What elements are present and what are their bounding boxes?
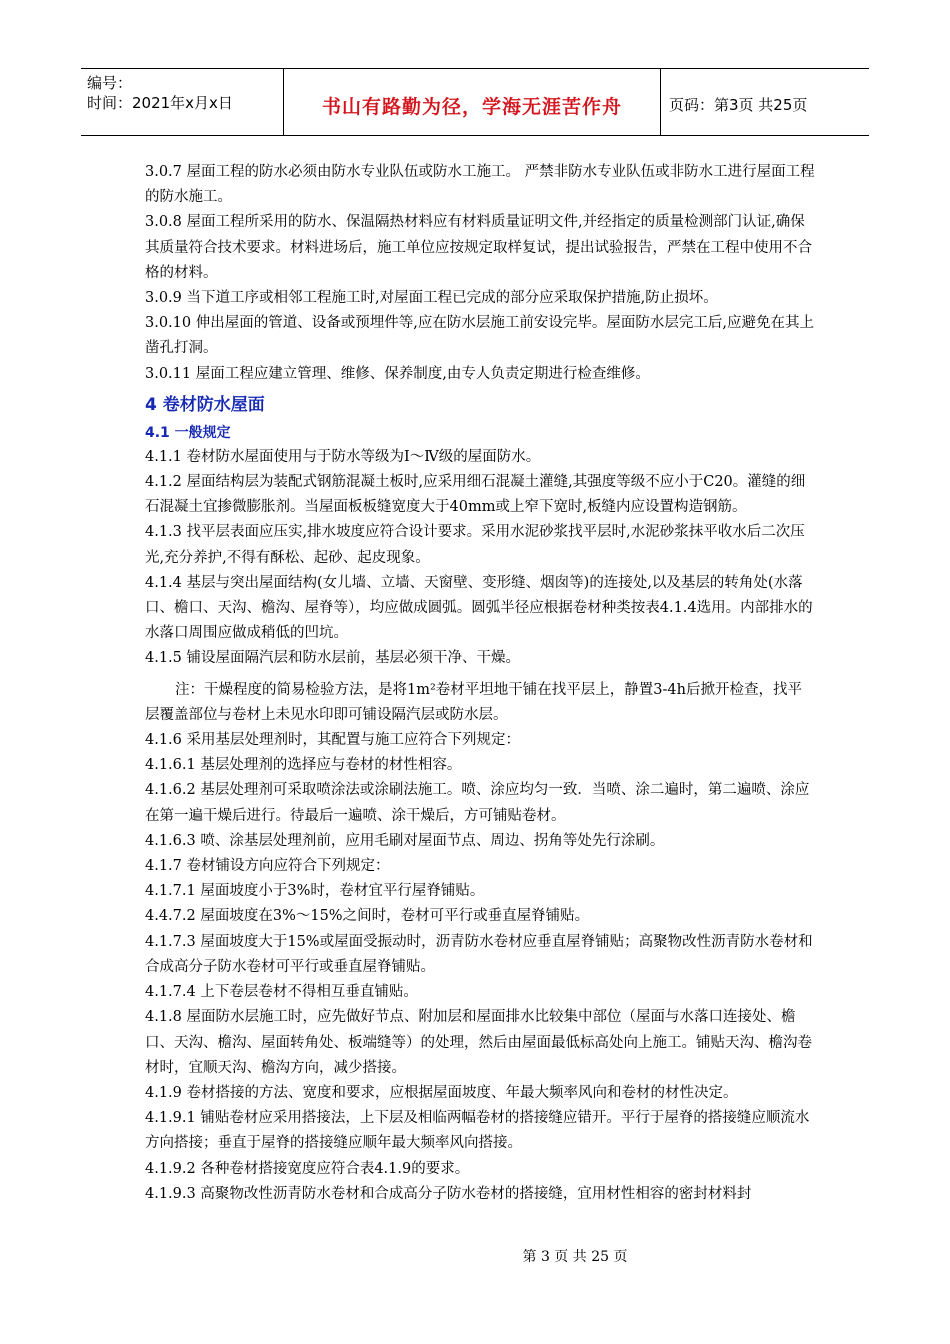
page-footer [0, 1246, 950, 1266]
footer-page-number: 第 3 页 共 25 页 [522, 1249, 628, 1265]
paragraph: 4.1.7.1 屋面坡度小于3%时，卷材宜平行屋脊铺贴。 [145, 883, 485, 900]
paragraph: 4.1.6 采用基层处理剂时，其配置与施工应符合下列规定： [145, 732, 521, 749]
paragraph: 4.4.7.2 屋面坡度在3%～15%之间时，卷材可平行或垂直屋脊铺贴。 [145, 908, 590, 925]
paragraph: 4.1.9 卷材搭接的方法、宽度和要求，应根据屋面坡度、年最大频率风向和卷材的材性决定。 [145, 1084, 738, 1101]
paragraph: 4.1.6.1 基层处理剂的选择应与卷材的材性相容。 [145, 757, 462, 774]
document-body [145, 160, 815, 1207]
note-paragraph: 注：干燥程度的简易检验方法，是将1m²卷材平坦地干铺在找平层上，静置3-4h后掀开检查，找平层覆盖部位与卷材上未见水印即可铺设隔汽层或防水层。 [145, 681, 802, 723]
header-meta [81, 69, 284, 135]
paragraph: 4.1.9.2 各种卷材搭接宽度应符合表4.1.9的要求。 [145, 1160, 470, 1177]
paragraph: 4.1.7 卷材铺设方向应符合下列规定： [145, 858, 390, 875]
paragraph: 4.1.7.4 上下卷层卷材不得相互垂直铺贴。 [145, 984, 418, 1001]
document-time: 时间：2021年x月x日 [87, 94, 233, 112]
paragraph: 4.1.9.1 铺贴卷材应采用搭接法，上下层及相临两幅卷材的搭接缝应错开。平行于屋脊的搭接缝应顺流水方向搭接；垂直于屋脊的搭接缝应顺年最大频率风向搭接。 [145, 1110, 810, 1152]
paragraph: 4.1.6.3 喷、涂基层处理剂前，应用毛刷对屋面节点、周边、拐角等处先行涂刷。 [145, 832, 665, 849]
paragraph: 3.0.11 屋面工程应建立管理、维修、保养制度,由专人负责定期进行检查维修。 [145, 365, 650, 382]
paragraph: 4.1.4 基层与突出屋面结构(女儿墙、立墙、天窗壁、变形缝、烟囱等)的连接处,以及基层的转角处(水落口、檐口、天沟、檐沟、屋脊等），均应做成圆弧。圆弧半径应根据卷材种类按表4.1.4选用。内部排水的水落口周围应做成稍低的凹坑。 [145, 574, 813, 642]
subsection-heading: 4.1 一般规定 [145, 424, 231, 441]
header-motto: 书山有路勤为径，学海无涯苦作舟 [284, 69, 661, 135]
paragraph: 3.0.10 伸出屋面的管道、设备或预埋件等,应在防水层施工前安设完毕。屋面防水层完工后,应避免在其上凿孔打洞。 [145, 315, 814, 357]
paragraph: 4.1.6.2 基层处理剂可采取喷涂法或涂刷法施工。喷、涂应均匀一致．当喷、涂二遍时，第二遍喷、涂应在第一遍干燥后进行。待最后一遍喷、涂干燥后，方可铺贴卷材。 [145, 782, 810, 824]
paragraph: 4.1.5 铺设屋面隔汽层和防水层前，基层必须干净、干燥。 [145, 650, 521, 667]
paragraph: 3.0.9 当下道工序或相邻工程施工时,对屋面工程已完成的部分应采取保护措施,防止损坏。 [145, 290, 718, 307]
paragraph: 4.1.7.3 屋面坡度大于15%或屋面受振动时，沥青防水卷材应垂直屋脊铺贴；高聚物改性沥青防水卷材和合成高分子防水卷材可平行或垂直屋脊铺贴。 [145, 933, 813, 975]
paragraph: 4.1.9.3 高聚物改性沥青防水卷材和合成高分子防水卷材的搭接缝，宜用材性相容的密封材料封 [145, 1185, 752, 1202]
paragraph: 4.1.1 卷材防水屋面使用与于防水等级为Ⅰ～Ⅳ级的屋面防水。 [145, 448, 541, 465]
header-page-info: 页码：第3页 共25页 [669, 95, 808, 114]
paragraph: 4.1.2 屋面结构层为装配式钢筋混凝土板时,应采用细石混凝土灌缝,其强度等级不应小于C20。灌缝的细石混凝土宜掺微膨胀剂。当屋面板板缝宽度大于40mm或上窄下宽时,板缝内应设置构造钢筋。 [145, 474, 806, 516]
section-heading: 4 卷材防水屋面 [145, 394, 265, 415]
document-number: 编号： [87, 74, 133, 92]
paragraph: 4.1.3 找平层表面应压实,排水坡度应符合设计要求。采用水泥砂浆找平层时,水泥砂浆抹平收水后二次压光,充分养护,不得有酥松、起砂、起皮现象。 [145, 524, 805, 566]
paragraph: 3.0.8 屋面工程所采用的防水、保温隔热材料应有材料质量证明文件,并经指定的质量检测部门认证,确保其质量符合技术要求。材料进场后，施工单位应按规定取样复试，提出试验报告，严禁在工程中使用不合格的材料。 [145, 214, 812, 281]
page-header [81, 68, 869, 136]
paragraph: 4.1.8 屋面防水层施工时，应先做好节点、附加层和屋面排水比较集中部位（屋面与水落口连接处、檐口、天沟、檐沟、屋面转角处、板端缝等）的处理，然后由屋面最低标高处向上施工。铺贴天沟、檐沟卷材时，宜顺天沟、檐沟方向，减少搭接。 [145, 1009, 812, 1076]
paragraph: 3.0.7 屋面工程的防水必须由防水专业队伍或防水工施工。 严禁非防水专业队伍或非防水工进行屋面工程的防水施工。 [145, 164, 815, 206]
